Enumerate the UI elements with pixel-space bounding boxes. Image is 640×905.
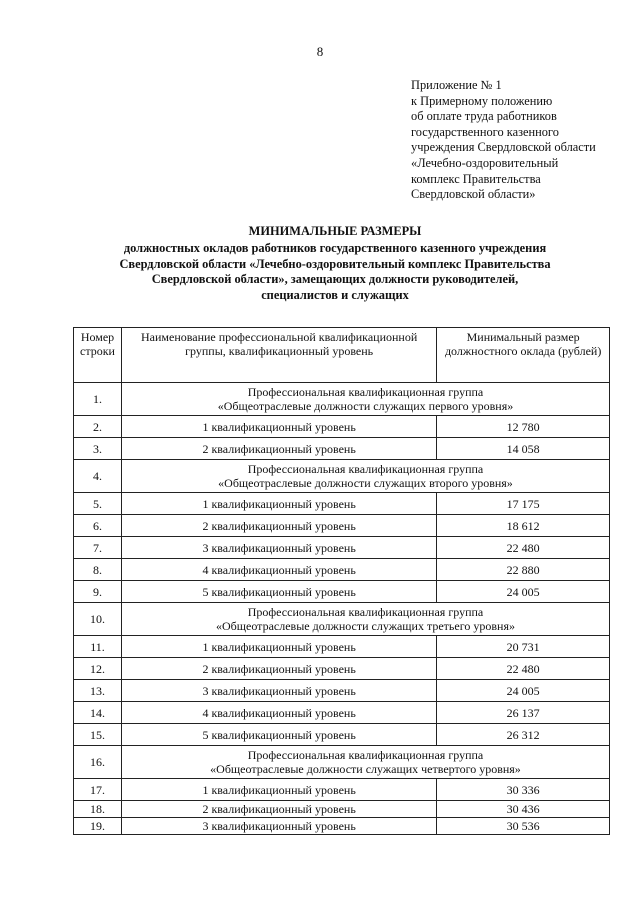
group-title (121, 603, 609, 636)
row-number: 7. (74, 537, 122, 559)
level-name: 4 квалификационный уровень (121, 702, 436, 724)
table-row (74, 559, 610, 581)
salary-value: 30 436 (437, 801, 610, 818)
level-name: 2 квалификационный уровень (121, 515, 436, 537)
title-heading: МИНИМАЛЬНЫЕ РАЗМЕРЫ (248, 224, 422, 238)
row-number: 9. (74, 581, 122, 603)
table-row (74, 416, 610, 438)
table-row (74, 779, 610, 801)
table-row (74, 658, 610, 680)
group-title-line: «Общеотраслевые должности служащих третьего уровня» (216, 619, 515, 633)
group-title-line: «Общеотраслевые должности служащих четвертого уровня» (210, 762, 521, 776)
group-title-line: «Общеотраслевые должности служащих первого уровня» (217, 399, 514, 413)
table-header-row (74, 328, 610, 383)
salary-value: 18 612 (437, 515, 610, 537)
table-row (74, 581, 610, 603)
table-row (74, 724, 610, 746)
row-number: 2. (74, 416, 122, 438)
row-number: 11. (74, 636, 122, 658)
header-row-number: Номер строки (74, 328, 122, 383)
level-name: 4 квалификационный уровень (121, 559, 436, 581)
group-title (121, 383, 609, 416)
level-name: 3 квалификационный уровень (121, 537, 436, 559)
title-line: Свердловской области», замещающих должности руководителей, (151, 272, 519, 287)
header-group-name: Наименование профессиональной квалификационной группы, квалификационный уровень (121, 328, 436, 383)
appendix-line: Приложение № 1 (411, 78, 502, 92)
level-name: 5 квалификационный уровень (121, 724, 436, 746)
header-salary: Минимальный размер должностного оклада (рублей) (437, 328, 610, 383)
row-number: 17. (74, 779, 122, 801)
table-row (74, 493, 610, 515)
level-name: 1 квалификационный уровень (121, 779, 436, 801)
row-number: 1. (74, 383, 122, 416)
salary-value: 20 731 (437, 636, 610, 658)
row-number: 14. (74, 702, 122, 724)
salary-value: 22 480 (437, 658, 610, 680)
level-name: 3 квалификационный уровень (121, 818, 436, 835)
table-row (74, 636, 610, 658)
group-title-line: Профессиональная квалификационная группа (247, 748, 484, 762)
title-line: специалистов и служащих (261, 288, 409, 303)
salary-value: 17 175 (437, 493, 610, 515)
salary-value: 26 312 (437, 724, 610, 746)
row-number: 18. (74, 801, 122, 818)
appendix-line: учреждения Свердловской области (411, 140, 596, 155)
appendix-line: государственного казенного (411, 124, 559, 139)
appendix-line: к Примерному положению (411, 93, 553, 108)
title-line: должностных окладов работников государственного казенного учреждения (123, 240, 547, 255)
row-number: 5. (74, 493, 122, 515)
group-title-line: Профессиональная квалификационная группа (247, 462, 484, 476)
row-number: 6. (74, 515, 122, 537)
salary-value: 14 058 (437, 438, 610, 460)
appendix-line: Свердловской области» (411, 187, 536, 202)
title-line: Свердловской области «Лечебно-оздоровительный комплекс Правительства (119, 256, 551, 271)
group-row (74, 383, 610, 416)
salary-value: 30 536 (437, 818, 610, 835)
group-row (74, 746, 610, 779)
salary-value: 26 137 (437, 702, 610, 724)
level-name: 1 квалификационный уровень (121, 416, 436, 438)
salary-table (73, 327, 610, 835)
row-number: 4. (74, 460, 122, 493)
salary-value: 12 780 (437, 416, 610, 438)
table-row (74, 801, 610, 818)
table-row (74, 680, 610, 702)
level-name: 2 квалификационный уровень (121, 438, 436, 460)
page-number: 8 (316, 44, 324, 59)
appendix-note (411, 78, 633, 203)
appendix-line: об оплате труда работников (411, 109, 557, 124)
row-number: 3. (74, 438, 122, 460)
level-name: 5 квалификационный уровень (121, 581, 436, 603)
row-number: 10. (74, 603, 122, 636)
table-row (74, 537, 610, 559)
group-row (74, 460, 610, 493)
level-name: 1 квалификационный уровень (121, 493, 436, 515)
salary-value: 22 880 (437, 559, 610, 581)
row-number: 13. (74, 680, 122, 702)
group-title (121, 746, 609, 779)
salary-value: 24 005 (437, 680, 610, 702)
appendix-line: комплекс Правительства (411, 171, 541, 186)
group-title-line: Профессиональная квалификационная группа (247, 385, 484, 399)
row-number: 8. (74, 559, 122, 581)
row-number: 16. (74, 746, 122, 779)
group-row (74, 603, 610, 636)
table-row (74, 515, 610, 537)
level-name: 1 квалификационный уровень (121, 636, 436, 658)
salary-value: 24 005 (437, 581, 610, 603)
document-title (85, 224, 585, 304)
row-number: 12. (74, 658, 122, 680)
table-row (74, 702, 610, 724)
salary-value: 22 480 (437, 537, 610, 559)
row-number: 19. (74, 818, 122, 835)
group-title-line: Профессиональная квалификационная группа (247, 605, 484, 619)
level-name: 2 квалификационный уровень (121, 658, 436, 680)
level-name: 2 квалификационный уровень (121, 801, 436, 818)
group-title-line: «Общеотраслевые должности служащих второго уровня» (218, 476, 513, 490)
salary-value: 30 336 (437, 779, 610, 801)
table-row (74, 438, 610, 460)
appendix-line: «Лечебно-оздоровительный (411, 155, 559, 170)
level-name: 3 квалификационный уровень (121, 680, 436, 702)
group-title (121, 460, 609, 493)
table-row (74, 818, 610, 835)
row-number: 15. (74, 724, 122, 746)
